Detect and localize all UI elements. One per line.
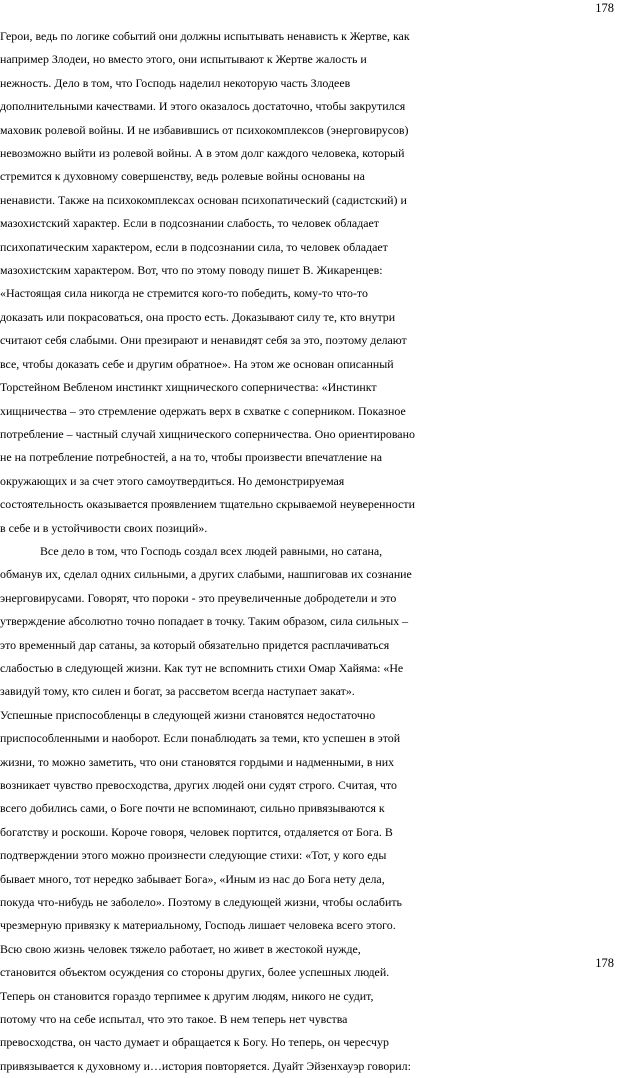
text-line: приспособленными и наоборот. Если понаблюдать за теми, кто успешен в этой <box>0 731 401 746</box>
page-number-bottom: 178 <box>595 956 614 970</box>
text-line: Все дело в том, что Господь создал всех людей равными, но сатана, <box>40 543 383 558</box>
text-line: «Настоящая сила никогда не стремится кого-то победить, кому-то что-то <box>0 286 368 301</box>
text-line: Теперь он становится гораздо терпимее к другим людям, никого не судит, <box>0 988 374 1003</box>
text-line: нежность. Дело в том, что Господь наделил некоторую часть Злодеев <box>0 75 351 90</box>
text-line: жизни, то можно заметить, что они становятся гордыми и надменными, в них <box>0 754 395 769</box>
text-line: стремится к духовному совершенству, ведь ролевые войны основаны на <box>0 169 365 184</box>
text-line: чрезмерную привязку к материальному, Господь лишает человека всего этого. <box>0 918 396 933</box>
text-line: ненависти. Также на психокомплексах основан психопатический (садистский) и <box>0 192 407 207</box>
text-line: потребление – частный случай хищнического соперничества. Оно ориентировано <box>0 426 415 441</box>
text-line: всего добились сами, о Боге почти не вспоминают, сильно привязываются к <box>0 801 385 816</box>
text-line: привязывается к духовному и…история повторяется. Дуайт Эйзенхауэр говорил: <box>0 1058 411 1073</box>
text-line: считают себя слабыми. Они презирают и ненавидят себя за это, поэтому делают <box>0 333 407 348</box>
text-line: потому что на себе испытал, что это такое. В нем теперь нет чувства <box>0 1012 348 1027</box>
text-line: возникает чувство превосходства, других людей они судят строго. Считая, что <box>0 778 397 792</box>
text-line: слабостью в следующей жизни. Как тут не вспомнить стихи Омар Хайяма: «Не <box>0 660 404 675</box>
text-line: в себе и в устойчивости своих позиций». <box>0 520 208 535</box>
text-line: энерговирусами. Говорят, что пороки - это преувеличенные добродетели и это <box>0 590 397 605</box>
text-line: не на потребление потребностей, а на то, чтобы произвести впечатление на <box>0 450 382 465</box>
text-line: Всю свою жизнь человек тяжело работает, но живет в жестокой нужде, <box>0 941 361 956</box>
text-line: Торстейном Вебленом инстинкт хищнического соперничества: «Инстинкт <box>0 380 377 395</box>
text-line: маховик ролевой войны. И не избавившись от психокомплексов (энерговирусов) <box>0 122 409 137</box>
text-line: невозможно выйти из ролевой войны. А в этом долг каждого человека, который <box>0 146 405 161</box>
text-line: мазохистский характер. Если в подсознании слабость, то человек обладает <box>0 216 379 231</box>
text-line: завидуй тому, кто силен и богат, за рассветом всегда наступает закат». <box>0 684 355 699</box>
text-line: становится объектом осуждения со стороны других, более успешных людей. <box>0 965 390 980</box>
text-line: хищничества – это стремление одержать верх в схватке с соперником. Показное <box>0 403 406 418</box>
text-line: богатству и роскоши. Короче говоря, человек портится, отдаляется от Бога. В <box>0 824 393 839</box>
text-line: покуда что-нибудь не заболело». Поэтому в следующей жизни, чтобы ослабить <box>0 895 402 910</box>
text-line: превосходства, он часто думает и обращается к Богу. Но теперь, он чересчур <box>0 1035 389 1050</box>
body-text <box>0 25 620 1078</box>
text-line: подтверждении этого можно произнести следующие стихи: «Тот, у кого еды <box>0 848 387 863</box>
text-line: бывает много, тот нередко забывает Бога», «Иным из нас до Бога нету дела, <box>0 871 385 886</box>
text-line: Успешные приспособленцы в следующей жизни становятся недостаточно <box>0 707 376 722</box>
text-line: дополнительными качествами. И этого оказалось достаточно, чтобы закрутился <box>0 99 406 114</box>
text-line: Герои, ведь по логике событий они должны испытывать ненависть к Жертве, как <box>0 29 410 43</box>
text-line: окружающих и за счет этого самоутвердиться. Но демонстрируемая <box>0 473 345 488</box>
text-line: психопатическим характером, если в подсознании сила, то человек обладает <box>0 239 388 254</box>
text-line: мазохистским характером. Вот, что по этому поводу пишет В. Жикаренцев: <box>0 263 383 278</box>
text-line: это временный дар сатаны, за который обязательно придется расплачиваться <box>0 637 390 652</box>
text-line: обманув их, сделал одних сильными, а других слабыми, нашпиговав их сознание <box>0 567 412 582</box>
text-line: состоятельность оказывается проявлением тщательно скрываемой неуверенности <box>0 497 415 512</box>
text-line: все, чтобы доказать себе и другим обратное». На этом же основан описанный <box>0 356 394 371</box>
text-line: утверждение абсолютно точно попадает в точку. Таким образом, сила сильных – <box>0 614 409 629</box>
text-line: например Злодеи, но вместо этого, они испытывают к Жертве жалость и <box>0 52 367 67</box>
page-number-top: 178 <box>595 1 614 15</box>
text-line: доказать или покрасоваться, она просто есть. Доказывают силу те, кто внутри <box>0 309 396 324</box>
